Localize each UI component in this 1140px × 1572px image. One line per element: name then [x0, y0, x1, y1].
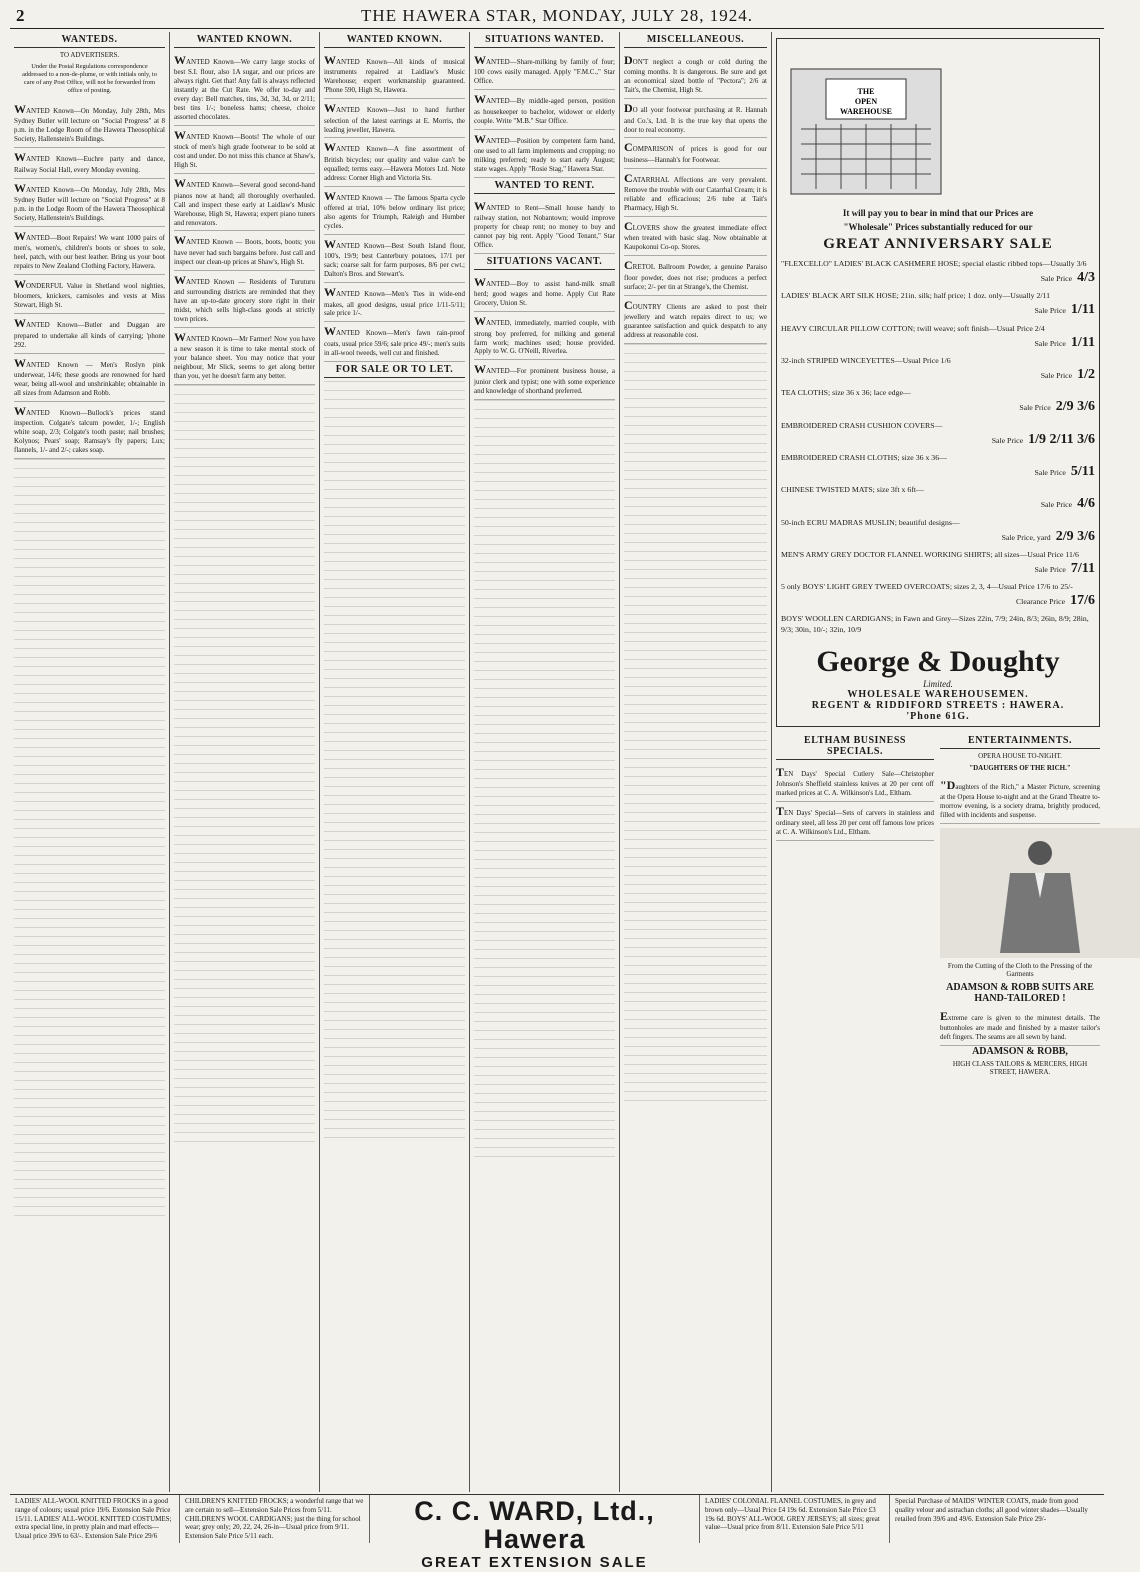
classified-ad: WANTED—For prominent business house, a junior clerk and typist; one with some experience and knowledge of shorthand preferred. [474, 360, 615, 399]
classified-ad: WANTED—Boot Repairs! We want 1000 pairs of men's, women's, children's boots or shoes to sole, heel, patch, with our best leather. Bring us your boot repairs to New Zealand Clothing Factory, Hawera. [14, 227, 165, 275]
column-wanted-known-2 [320, 32, 470, 1492]
price-list-item: LADIES' BLACK ART SILK HOSE; 21in. silk; half price; 1 doz. only—Usually 2/11 Sale Price 1/11 [781, 291, 1095, 318]
section-heading: WANTED KNOWN. [324, 32, 465, 48]
svg-text:THE: THE [857, 87, 875, 96]
classified-ad: CLOVERS show the greatest immediate effect when treated with basic slag. Now obtainable at Kaupokonui Co-op. Stores. [624, 217, 767, 256]
suit-caption: From the Cutting of the Cloth to the Pressing of the Garments [947, 961, 1093, 978]
classified-ad: WANTED Known—We carry large stocks of best S.I. flour, also 1A sugar, and our prices are always right. Get that! Any fall is always reflected instantly at the Cut Rate. We offer to-day and every day: Bell matches, tins, 3d, 3d, 3d, or 2/11; best tins 1/-; boneless hams; cheese, choice assorted chocolates. [174, 51, 315, 126]
column-text-continuation [174, 385, 315, 1145]
column-text-continuation [474, 400, 615, 1160]
section-heading: SITUATIONS VACANT. [474, 254, 615, 270]
price-list-item: TEA CLOTHS; size 36 x 36; lace edge— Sale Price 2/9 3/6 [781, 388, 1095, 415]
sale-title: GREAT ANNIVERSARY SALE [823, 236, 1053, 252]
classified-ad: WANTED—Boy to assist hand-milk small herd; good wages and home. Apply Cut Rate Grocery, Union St. [474, 273, 615, 312]
company-name: George & Doughty [816, 644, 1060, 678]
classified-ad: WANTED Known—On Monday, July 28th, Mrs Sydney Butler will lecture on "Social Progress" at 8 p.m. in the Lodge Room of the Hawera Theosophical Society, Hallenstein's Buildings. [14, 179, 165, 227]
postal-notice: Under the Postal Regulations correspondence addressed to a non-de-plume, or with initials only, to care of any Post Office, will not be forwarded from office of posting. [22, 63, 157, 94]
classified-ad: WANTED Known—Best South Island flour, 100's, 19/9; best Canterbury potatoes, 17/1 per sack; coarse salt for farm purposes, 8/6 per cwt.; Dalton's Bros. and Stewart's. [324, 235, 465, 283]
classified-ad: WANTED, immediately, married couple, with strong boy preferred, for milking and general farm work; machines used; house provided. Apply to W. G. O'Neill, Riverlea. [474, 312, 615, 360]
classified-ad: WANTED—Position by competent farm hand, one used to all farm implements and cropping; no milking preferred; ready to start early August; state wages. Apply "Rosie Stag," Hawera Star. [474, 130, 615, 178]
price-list-item: BOYS' WOOLLEN CARDIGANS; in Fawn and Grey—Sizes 22in, 7/9; 24in, 8/3; 26in, 8/9; 28in, 9/3; 30in, 10/-; 32in, 10/9 [781, 614, 1089, 634]
section-heading: SITUATIONS WANTED. [474, 32, 615, 48]
column-text-continuation [624, 344, 767, 1104]
classified-ad: WANTED Known—Just to hand further selection of the latest earrings at E. Morris, the leading jeweller, Hawera. [324, 99, 465, 138]
george-doughty-advert [776, 38, 1100, 727]
classified-ad: TEN Days' Special Cutlery Sale—Christopher Johnson's Sheffield stainless knives at 20 per cent off marked prices at C. A. Wilkinson's Ltd., Eltham. [776, 763, 934, 802]
classified-ad: WANTED Known — Residents of Turuturu and surrounding districts are reminded that they have an up-to-date grocery store right in their midst, which sells high-class goods at strictly town prices. [174, 271, 315, 328]
price-list-item: 5 only BOYS' LIGHT GREY TWEED OVERCOATS; sizes 2, 3, 4—Usual Price 17/6 to 25/- Clearance Price 17/6 [781, 582, 1095, 609]
price-list-item: EMBROIDERED CRASH CUSHION COVERS— Sale Price 1/9 2/11 3/6 [781, 420, 1095, 447]
tailor-name: ADAMSON & ROBB, [972, 1046, 1068, 1058]
classified-ad: WANTED Known—Euchre party and dance, Railway Social Hall, every Monday evening. [14, 148, 165, 178]
classified-ad: COUNTRY Clients are asked to post their jewellery and watch repairs direct to us; we guarantee satisfaction and quick despatch to any address at reasonable cost. [624, 296, 767, 344]
suit-advert-heading: ADAMSON & ROBB SUITS ARE HAND-TAILORED ! [946, 981, 1094, 1004]
footer-offer: CHILDREN'S KNITTED FROCKS; a wonderful range that we are certain to sell—Extension Sale Prices from 5/11. CHILDREN'S WOOL CARDIGANS; just the thing for school wear; grey only; 20, 22, 24, 26-in—Usual price from 9/11. Extension Sale Price 5/11 each. [180, 1495, 370, 1543]
section-heading: ENTERTAINMENTS. [940, 733, 1100, 749]
classified-ad: WONDERFUL Value in Shetland wool nighties, bloomers, knickers, camisoles and vests at Miss Stewart, High St. [14, 275, 165, 314]
classified-ad: DON'T neglect a cough or cold during the coming months. It is dangerous. Be sure and get an economical sized bottle of "Pectora"; 2/6 at Tait's, the Chemist, High St. [624, 51, 767, 99]
price-list-item: 50-inch ECRU MADRAS MUSLIN; beautiful designs— Sale Price, yard 2/9 3/6 [781, 517, 1095, 544]
classified-ad: WANTED—Share-milking by family of four; 100 cows easily managed. Apply "F.M.C.," Star Office. [474, 51, 615, 90]
warehouse-building-illustration [781, 49, 951, 199]
company-address: REGENT & RIDDIFORD STREETS : HAWERA. [811, 699, 1065, 711]
entertainments [940, 733, 1100, 1080]
column-miscellaneous [620, 32, 772, 1492]
venue-heading: OPERA HOUSE TO-NIGHT. [978, 751, 1062, 760]
section-heading: FOR SALE OR TO LET. [324, 362, 465, 378]
price-list-item: CHINESE TWISTED MATS; size 3ft x 6ft— Sale Price 4/6 [781, 485, 1095, 512]
classified-ad: WANTED Known—Mr Farmer! Now you have a new season it is time to take mental stock of your balance sheet. You may notice that your neighbour, Mr Slick, seems to get along better than you, yet he doesn't farm any better. [174, 328, 315, 385]
ward-footer-advert [10, 1494, 1104, 1571]
price-list-item: EMBROIDERED CRASH CLOTHS; size 36 x 36— Sale Price 5/11 [781, 452, 1095, 479]
eltham-specials [776, 733, 934, 1080]
masthead [10, 6, 1104, 29]
column-situations [470, 32, 620, 1492]
classified-ad: WANTED Known—Bullock's prices stand inspection. Colgate's talcum powder, 1/-; English white soap, 2/3; Colgate's tooth paste; nail brushes; Kolynos; Pears' soap; Ramsay's fly papers; Lux; flannels, 1/- and 2/-; cakes soap. [14, 402, 165, 459]
classified-ad: WANTED Known — The famous Sparta cycle offered at trial, 10% below ordinary list price; also agents for Triumph, Raleigh and Humber cycles. [324, 187, 465, 235]
company-phone: 'Phone 61G. [906, 710, 970, 722]
classified-ad: CRETOL Ballroom Powder, a genuine Paraiso floor powder, does not rise; produces a perfect surface; 2/- per tin at Strange's, the Chemist. [624, 256, 767, 295]
advert-caption: It will pay you to bear in mind that our Prices are [842, 208, 1034, 218]
section-heading: ELTHAM BUSINESS SPECIALS. [776, 733, 934, 760]
footer-offer: Special Purchase of MAIDS' WINTER COATS, made from good quality velour and astrachan cloths; all good winter shades—Usually retailed from 39/6 and 49/6. Extension Sale Price 29/- [895, 1497, 1088, 1523]
film-title: "DAUGHTERS OF THE RICH." [969, 763, 1071, 772]
classified-ad: COMPARISON of prices is good for our business—Hannah's for Footwear. [624, 138, 767, 168]
column-text-continuation [14, 459, 165, 1219]
newspaper-title: THE HAWERA STAR, MONDAY, JULY 28, 1924. [361, 6, 753, 25]
price-list [781, 259, 1095, 635]
classified-ad: WANTED Known—All kinds of musical instruments repaired at Laidlaw's Music Warehouse; expert workmanship guaranteed. 'Phone 590, High St, Hawera. [324, 51, 465, 99]
price-list-item: HEAVY CIRCULAR PILLOW COTTON; twill weave; soft finish—Usual Price 2/4 Sale Price 1/11 [781, 323, 1095, 350]
ward-banner [370, 1495, 700, 1571]
column-text-continuation [324, 381, 465, 1141]
footer-offer: LADIES' COLONIAL FLANNEL COSTUMES, in grey and brown only—Usual Price £4 19s 6d. Extension Sale Price £3 19s 6d. BOYS' ALL-WOOL GREY JERSEYS; all sizes; great value—Usual price from 8/11. Extension Sale Price 5/11 [700, 1495, 890, 1543]
classified-ad: WANTED Known—Butler and Duggan are prepared to undertake all kinds of carrying; 'phone 292. [14, 314, 165, 353]
classified-ad: WANTED to Rent—Small house handy to railway station, not Nobantown; would improve property for cheap rent; no money to buy and cannot pay big rent. Apply "Good Tenant," Star Office. [474, 197, 615, 254]
company-description: WHOLESALE WAREHOUSEMEN. [847, 688, 1029, 700]
classified-ad: WANTED Known—A fine assortment of British bicycles; our quality and value can't be equalled; terms easy.—Hawera Motors Ltd. Note address: Corner High and Victoria Sts. [324, 138, 465, 186]
classified-ad: WANTED Known—Boots! The whole of our stock of men's high grade footwear to be sold at cost and under. Do not miss this chance at Shaw's, High St. [174, 126, 315, 174]
ward-sale-title: GREAT EXTENSION SALE [421, 1553, 648, 1571]
column-wanteds [10, 32, 170, 1492]
price-list-item: 32-inch STRIPED WINCEYETTES—Usual Price 1/6 Sale Price 1/2 [781, 355, 1095, 383]
ward-company-name: C. C. WARD, Ltd., Hawera [414, 1496, 655, 1555]
classified-ad: CATARRHAL Affections are very prevalent. Remove the trouble with our Catarrhal Cream; it is reliable and efficacious; 2/6 tube at Tait's Pharmacy, High St. [624, 169, 767, 217]
footer-offer: LADIES' ALL-WOOL KNITTED FROCKS in a good range of colours; usual price 19/6. Extension Sale Price 15/11. LADIES' ALL-WOOL KNITTED COSTUMES; extra special line, in pretty plain and marl effects—Usual price 39/6 to 63/-. Extension Sale Price 29/6 [10, 1495, 180, 1543]
column-wanted-known-1 [170, 32, 320, 1492]
svg-text:WAREHOUSE: WAREHOUSE [839, 107, 893, 116]
classified-ad: WANTED Known — Men's Roslyn pink underwear, 14/6; these goods are renowned for hard wear, being all-wool and unshrinkable; obtainable in all sizes from Adamson and Robb. [14, 354, 165, 402]
section-heading: WANTEDS. [14, 32, 165, 48]
classified-ad: WANTED Known—Several good second-hand pianos now at hand; all thoroughly overhauled. Call and inspect these early at Laidlaw's Music Warehouse, High St, Hawera; expert piano tuners and renovators. [174, 174, 315, 231]
classified-ad: WANTED Known—Men's fawn rain-proof coats, usual price 59/6; sale price 49/-; men's suits in all-wool tweeds, well cut and finished. [324, 322, 465, 361]
price-list-item: "FLEXCELLO" LADIES' BLACK CASHMERE HOSE; special elastic ribbed tops—Usually 3/6 Sale Price 4/3 [781, 259, 1095, 286]
classified-ad: WANTED Known—Men's Ties in wide-end makes, all good designs, usual price 1/11-5/11; sale price 1/-. [324, 283, 465, 322]
section-heading: MISCELLANEOUS. [624, 32, 767, 48]
section-heading: WANTED KNOWN. [174, 32, 315, 48]
entertainment-notice: "Daughters of the Rich," a Master Picture, screening at the Opera House to-night and at the Grand Theatre to-morrow evening, is a society drama, brightly produced, filled with incidents and suspense. [940, 776, 1100, 824]
price-list-item: MEN'S ARMY GREY DOCTOR FLANNEL WORKING SHIRTS; all sizes—Usual Price 11/6 Sale Price 7/11 [781, 549, 1095, 576]
column-display-ads [772, 32, 1104, 1492]
classified-ad: WANTED—By middle-aged person, position as housekeeper to bachelor, widower or elderly couple. Write "M.B." Star Office. [474, 90, 615, 129]
company-suffix: Limited. [923, 678, 953, 689]
classified-ad: DO all your footwear purchasing at R. Hannah and Co.'s, Ltd. It is the true key that opens the door to real economy. [624, 99, 767, 138]
classified-ad: WANTED Known — Boots, boots, boots; you have never had such bargains before. Just call and inspect our clean-up prices at Shaw's, High St. [174, 231, 315, 270]
page-number: 2 [16, 6, 26, 25]
section-subheading: TO ADVERTISERS. [59, 51, 120, 59]
tailored-suit-illustration [940, 828, 1140, 958]
classified-ad: WANTED Known—On Monday, July 28th, Mrs Sydney Butler will lecture on "Social Progress" at 8 p.m. in the Lodge Room of the Hawera Theosophical Society, Hallenstein's Buildings. [14, 100, 165, 148]
svg-text:OPEN: OPEN [854, 97, 878, 106]
advert-caption: "Wholesale" Prices substantially reduced for our [843, 222, 1033, 232]
newspaper-page [10, 32, 1104, 1492]
tailor-address: HIGH CLASS TAILORS & MERCERS, HIGH STREET, HAWERA. [952, 1060, 1088, 1077]
section-heading: WANTED TO RENT. [474, 178, 615, 194]
classified-ad: TEN Days' Special—Sets of carvers in stainless and ordinary steel, all less 20 per cent off famous low prices at C. A. Wilkinson's Ltd., Eltham. [776, 802, 934, 841]
suit-advert-text: Extreme care is given to the minutest details. The buttonholes are made and finished by a master tailor's deft fingers. The seams are all sewn by hand. [940, 1007, 1100, 1046]
